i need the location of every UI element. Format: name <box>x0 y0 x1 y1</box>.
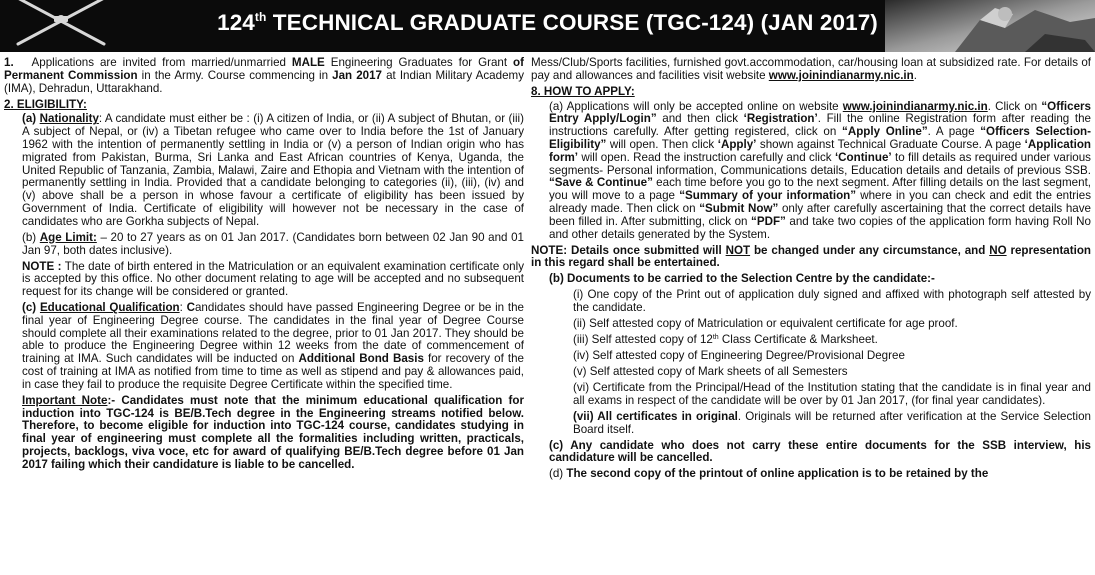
document-item: (vi) Certificate from the Principal/Head of the Institution stating that the candidate is in final year and all exams in respect of the candidate will be over by 01 Jan 2017, (for final year candidates). <box>573 381 1091 407</box>
document-item: (iv) Self attested copy of Engineering Degree/Provisional Degree <box>573 349 905 363</box>
apply-online-paragraph: (a) Applications will only be accepted online on website www.joinindianarmy.nic.in. Click on “Officers Entry Apply/Login” and then click ‘Registration’. Fill the online Registration form after reading the instructions carefully. After getting registered, click on “Apply Online”. A page “Officers Selection- Eligibility” will open. Then click ‘Apply’ shown against Technical Graduate Course. A page ‘Application form’ will open. Read the instruction carefully and click ‘Continue’ to fill details as required under various segments- Personal information, Communications details, Education details and details of previous SSB. “Save & Continue” each time before you go to the next segment. After filling details on the last segment, you will move to a page “Summary of your information” where in you can check and edit the entries already made. Then click on “Submit Now” only after carefully ascertaining that the correct details have been filled in. After submitting, click on “PDF” and take two copies of the application form having Roll No and other details generated by the System. <box>549 99 1092 241</box>
documents-heading: (b) Documents to be carried to the Selection Centre by the candidate:- <box>549 272 935 286</box>
document-item: (vii) All certificates in original. Originals will be returned after verification at the Service Selection Board itself. <box>573 409 1091 436</box>
mess-facilities-paragraph: Mess/Club/Sports facilities, furnished govt.accommodation, car/housing loan at subsidized rate. For details of pay and allowances and facilities visit website www.joinindianarmy.nic.in. <box>531 56 1091 82</box>
document-item: (i) One copy of the Print out of application duly signed and affixed with photograph self attested by the candidate. <box>573 288 1091 315</box>
website-link[interactable]: www.joinindianarmy.nic.in <box>842 99 988 113</box>
left-column <box>4 57 524 475</box>
note-age-paragraph: NOTE : The date of birth entered in the Matriculation or an equivalent examination certificate only is accepted by this office. No other document relating to age will be accepted and no subsequent request for its change will be considered or granted. <box>22 259 524 299</box>
right-column <box>531 57 1091 484</box>
nationality-paragraph: (a) Nationality: A candidate must either be : (i) A citizen of India, or (ii) A subject of Bhutan, or (iii) A subject of Nepal, or (iv) a Tibetan refugee who came over to India before the 1st of January 1962 with the intention of permanently settling in India or (v) a person of Indian origin who has migrated from Pakistan, Burma, Sri Lanka and East African countries of Kenya, Uganda, the United Republic of Tanzania, Zambia, Malawi, Zaire and Ethopia and Vietnam with the intention of permanently settling in India. Provided that a candidate belonging to categories (ii), (iii), (iv) and (v) above shall be a person in whose favour a certificate of eligibility has been issued by Government of India. Certificate of eligibility will however not be necessary in the case of candidates who are Gorkha subjects of Nepal. <box>22 112 524 228</box>
age-limit-paragraph: (b) Age Limit: – 20 to 27 years as on 01 Jan 2017. (Candidates born between 02 Jan 90 and 01 Jan 97, both dates inclusive). <box>22 230 524 257</box>
eligibility-heading: 2. ELIGIBILITY: <box>4 97 87 111</box>
soldier-photo <box>885 0 1095 52</box>
educational-qualification-paragraph: (c) Educational Qualification: Candidates should have passed Engineering Degree or be in the final year of Engineering Degree course. The candidates in the final year of Degree Course should complete all their examinations related to the degree, prior to 01 Jan 2017. They should be able to produce the Engineering Degree within 12 weeks from the date of commencement of training at IMA. Such candidates will be inducted on Additional Bond Basis for recovery of the cost of training at IMA as notified from time to time as well as stipend and pay & allowances paid, in case they fail to produce the requisite Degree Certificate within the specified time. <box>22 301 525 391</box>
page-title: 124th TECHNICAL GRADUATE COURSE (TGC-124) (JAN 2017) <box>217 10 878 35</box>
note-details-paragraph: NOTE: Details once submitted will NOT be changed under any circumstance, and NO representation in this regard shall be entertained. <box>531 243 1092 270</box>
paragraph-d: (d) The second copy of the printout of online application is to be retained by the <box>549 467 989 481</box>
header-banner <box>0 0 1095 52</box>
document-item: (ii) Self attested copy of Matriculation or equivalent certificate for age proof. <box>573 317 958 331</box>
important-note-paragraph: Important Note:- Candidates must note that the minimum educational qualification for induction into TGC-124 is BE/B.Tech degree in the Engineering streams notified below. Therefore, to become eligible for induction into TGC-124 course, candidates studying in final year of engineering must complete all the formalities including written, practicals, projects, backlogs, viva voce, etc for award of qualifying BE/B.Tech degree before 01 Jan 2017 failing which their candidature is liable to be cancelled. <box>22 393 524 471</box>
document-item: (v) Self attested copy of Mark sheets of all Semesters <box>573 365 848 379</box>
paragraph-applications: 1. Applications are invited from married/unmarried MALE Engineering Graduates for Grant of Permanent Commission in the Army. Course commencing in Jan 2017 at Indian Military Academy (IMA), Dehradun, Uttarakhand. <box>4 56 524 95</box>
how-to-apply-heading: 8. HOW TO APPLY: <box>531 84 635 98</box>
website-link[interactable]: www.joinindianarmy.nic.in <box>768 68 914 82</box>
document-item: (iii) Self attested copy of 12th Class Certificate & Marksheet. <box>573 333 878 347</box>
paragraph-c: (c) Any candidate who does not carry these entire documents for the SSB interview, his candidature will be cancelled. <box>549 438 1091 465</box>
